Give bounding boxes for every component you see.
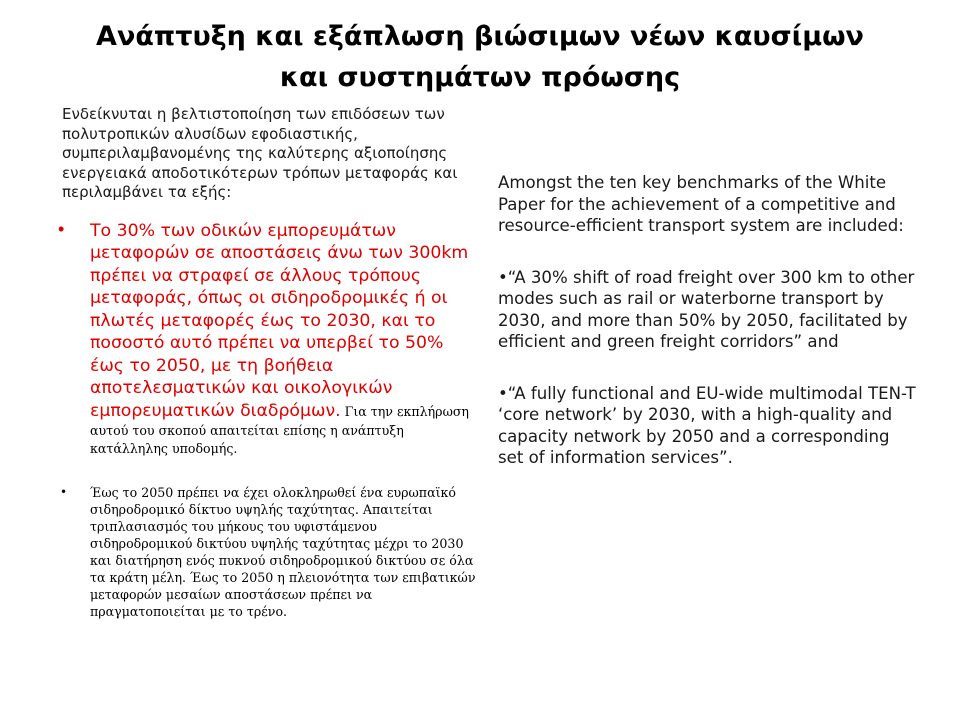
bullet-marker-1: • — [58, 218, 65, 239]
bullet-marker-2: • — [60, 485, 68, 499]
slide-title-line-1: Ανάπτυξη και εξάπλωση βιώσιμων νέων καυσίμων — [96, 21, 864, 52]
road-freight-benchmark: •“A 30% shift of road freight over 300 km to other modes such as rail or waterborne transport by 2030, and more than 50% by 2050, facilitated by efficient and green freight corridors” and — [498, 267, 915, 351]
bullet-freight-shift — [58, 218, 482, 459]
left-column-greek — [58, 105, 482, 620]
bullet-freight-shift-note: Για την εκπλήρωση αυτού του σκοπού απαιτείται επίσης η ανάπτυξη κατάλληλης υποδομής. — [90, 403, 469, 456]
bullet-high-speed-rail-text: Έως το 2050 πρέπει να έχει ολοκληρωθεί ένα ευρωπαϊκό σιδηροδρομικό δίκτυο υψηλής ταχύτητας. Απαιτείται τριπλασιασμός του μήκους του υφιστάμενου σιδηροδρομικού δικτύου υψηλής ταχύτητας μέχρι το 2030 και διατήρηση ενός πυκνού σιδηροδρομικού δικτύου σε όλα τα κράτη μέλη. Έως το 2050 η πλειονότητα των επιβατικών μεταφορών μεσαίων αποστάσεων πρέπει να πραγματοποιείται με το τρένο. — [90, 485, 476, 619]
right-column-english — [498, 172, 918, 469]
bullet-freight-shift-highlight: Το 30% των οδικών εμπορευμάτων μεταφορών σε αποστάσεις άνω των 300km πρέπει να στραφεί σε άλλους τρόπους μεταφοράς, όπως οι σιδηροδρομικές ή οι πλωτές μεταφορές έως το 2030, και το ποσοστό αυτό πρέπει να υπερβεί το 50% έως το 2050, με τη βοήθεια αποτελεσματικών και οικολογικών εμπορευματικών διαδρόμων. — [90, 220, 469, 421]
slide-title — [30, 16, 930, 98]
ten-t-network-benchmark: •“A fully functional and EU-wide multimodal TEN-T ‘core network’ by 2030, with a high-quality and capacity network by 2050 and a corresponding set of information services”. — [498, 383, 916, 467]
white-paper-intro: Amongst the ten key benchmarks of the White Paper for the achievement of a competitive and resource-efficient transport system are included: — [498, 173, 904, 235]
bullet-high-speed-rail — [62, 484, 482, 620]
intro-paragraph: Ενδείκνυται η βελτιστοποίηση των επιδόσεων των πολυτροπικών αλυσίδων εφοδιαστικής, συμπεριλαμβανομένης της καλύτερης αξιοποίησης ενεργειακά αποδοτικότερων τρόπων μεταφοράς και περιλαμβάνει τα εξής: — [62, 105, 458, 201]
slide-title-line-2: και συστημάτων πρόωσης — [279, 62, 681, 93]
